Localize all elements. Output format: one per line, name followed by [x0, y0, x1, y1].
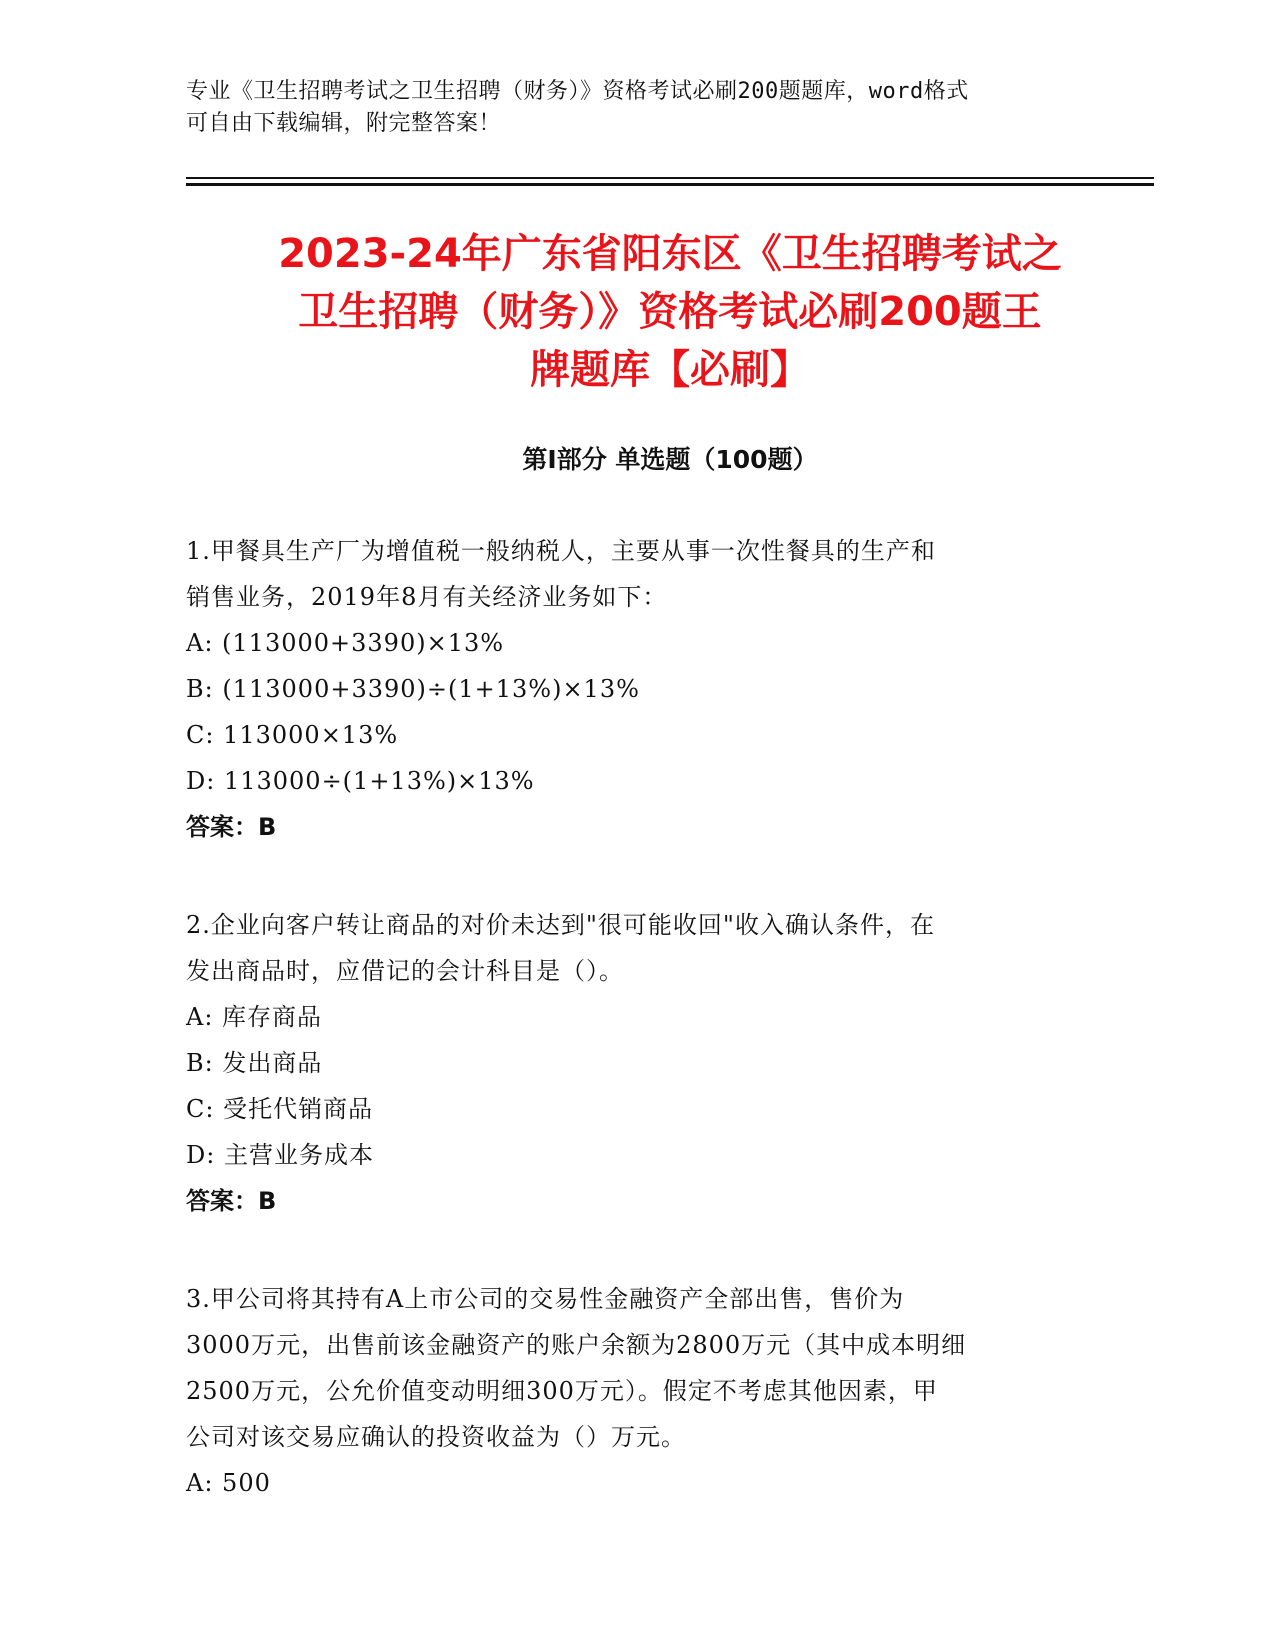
option-a: A: 500	[186, 1469, 271, 1497]
section-heading: 第Ⅰ部分 单选题（100题）	[522, 445, 818, 474]
page-title	[186, 225, 1154, 399]
question-stem-line: 公司对该交易应确认的投资收益为（）万元。	[186, 1423, 686, 1451]
question-stem-line: 3.甲公司将其持有A上市公司的交易性金融资产全部出售，售价为	[186, 1285, 905, 1313]
question-1	[186, 528, 1086, 850]
title-line-1: 2023-24年广东省阳东区《卫生招聘考试之	[278, 231, 1062, 277]
question-stem-line: 1.甲餐具生产厂为增值税一般纳税人，主要从事一次性餐具的生产和	[186, 537, 936, 565]
header-rule-thick	[186, 183, 1154, 186]
option-d: D: 主营业务成本	[186, 1141, 374, 1169]
header-note	[186, 76, 1066, 140]
option-b: B: (113000+3390)÷(1+13%)×13%	[186, 675, 640, 703]
option-c: C: 113000×13%	[186, 721, 399, 749]
header-rule-thin	[186, 177, 1154, 179]
option-c: C: 受托代销商品	[186, 1095, 374, 1123]
answer-line: 答案：B	[186, 813, 277, 841]
question-stem-line: 2500万元，公允价值变动明细300万元）。假定不考虑其他因素，甲	[186, 1377, 938, 1405]
option-d: D: 113000÷(1+13%)×13%	[186, 767, 535, 795]
option-b: B: 发出商品	[186, 1049, 323, 1077]
question-list	[186, 528, 1086, 1558]
title-line-3: 牌题库【必刷】	[530, 347, 810, 393]
option-a: A: (113000+3390)×13%	[186, 629, 505, 657]
question-stem-line: 发出商品时，应借记的会计科目是（）。	[186, 957, 624, 985]
header-note-line-2: 可自由下载编辑，附完整答案！	[186, 111, 502, 136]
answer-line: 答案：B	[186, 1187, 277, 1215]
title-line-2: 卫生招聘（财务）》资格考试必刷200题王	[298, 289, 1042, 335]
option-a: A: 库存商品	[186, 1003, 323, 1031]
question-3	[186, 1276, 1086, 1506]
question-stem-line: 2.企业向客户转让商品的对价未达到"很可能收回"收入确认条件，在	[186, 911, 935, 939]
question-stem-line: 3000万元，出售前该金融资产的账户余额为2800万元（其中成本明细	[186, 1331, 967, 1359]
question-stem-line: 销售业务，2019年8月有关经济业务如下：	[186, 583, 668, 611]
header-note-line-1: 专业《卫生招聘考试之卫生招聘（财务）》资格考试必刷200题题库，word格式	[186, 79, 969, 104]
question-2	[186, 902, 1086, 1224]
